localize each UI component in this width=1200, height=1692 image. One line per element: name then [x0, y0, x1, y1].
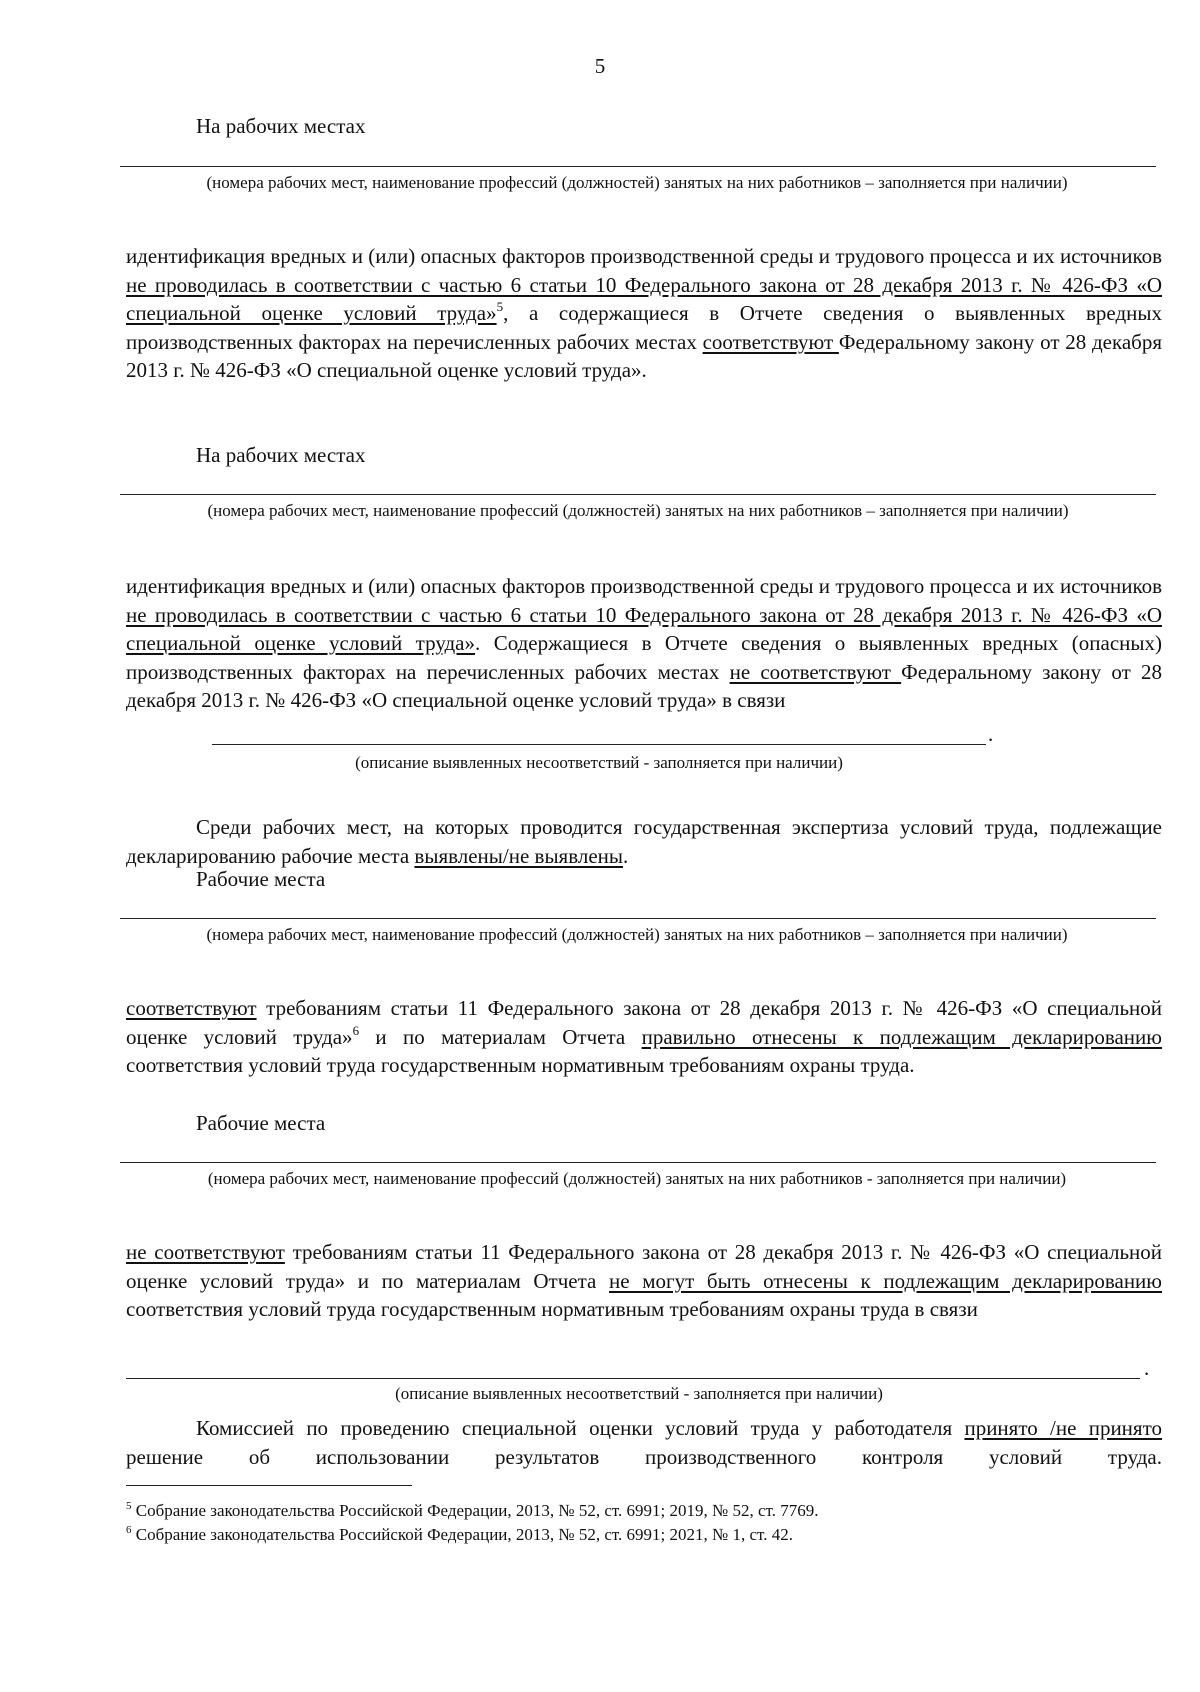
description-caption-1: (описание выявленных несоответствий - заполняется при наличии) — [355, 753, 843, 772]
footnote-separator — [126, 1485, 412, 1486]
workplaces-label-4: Рабочие места — [196, 1111, 326, 1135]
footnote-5: $^5$ Собрание законодательства Российской Федерации, 2013, № 52, ст. 6991; 2019, № 52, ст. 7769. — [126, 1500, 819, 1520]
fill-line-3 — [120, 918, 1156, 919]
fill-line-caption-3: (номера рабочих мест, наименование профессий (должностей) занятых на них работников – заполняется при наличии) — [206, 925, 1068, 944]
paragraph-identification-2: идентификация вредных и (или) опасных факторов производственной среды и трудового процесса и их источников не проводилась в соответствии с частью 6 статьи 10 Федерального закона от 28 декабря 2013 г. № 426-ФЗ «О специальной оценке условий труда». Содержащиеся в Отчете сведения о выявленных вредных (опасных) производственных факторах на перечисленных рабочих местах не соответствуют Федеральному закону от 28 декабря 2013 г. № 426-ФЗ «О специальной оценке условий труда» в связи — [126, 574, 1162, 712]
page-number: 5 — [594, 54, 606, 78]
workplaces-label-2: На рабочих местах — [196, 443, 366, 467]
fill-line-4 — [120, 1162, 1156, 1163]
description-line-end-1: . — [988, 722, 994, 746]
workplaces-label-3: Рабочие места — [196, 867, 326, 891]
description-line-end-2: . — [1144, 1356, 1150, 1380]
description-line-2 — [126, 1378, 1140, 1379]
fill-line-caption-2: (номера рабочих мест, наименование профессий (должностей) занятых на них работников – заполняется при наличии) — [207, 501, 1069, 520]
paragraph-identification-1: идентификация вредных и (или) опасных факторов производственной среды и трудового процесса и их источников не проводилась в соответствии с частью 6 статьи 10 Федерального закона от 28 декабря 2013 г. № 426-ФЗ «О специальной оценке условий труда»$^5$, а содержащиеся в Отчете сведения о выявленных вредных производственных факторах на перечисленных рабочих местах соответствуют Федеральному закону от 28 декабря 2013 г. № 426-ФЗ «О специальной оценке условий труда». — [126, 244, 1162, 382]
fill-line-1 — [120, 166, 1156, 167]
paragraph-declaration: Среди рабочих мест, на которых проводится государственная экспертиза условий труда, подлежащие декларированию рабочие места выявлены/не выявлены. — [126, 815, 1162, 868]
description-line-1 — [212, 744, 986, 745]
paragraph-commission-decision: Комиссией по проведению специальной оценки условий труда у работодателя принято /не принято решение об использовании результатов производственного контроля условий труда. — [126, 1416, 1162, 1469]
workplaces-label-1: На рабочих местах — [196, 114, 366, 138]
fill-line-caption-4: (номера рабочих мест, наименование профессий (должностей) занятых на них работников - заполняется при наличии) — [207, 1169, 1067, 1188]
fill-line-caption-1: (номера рабочих мест, наименование профессий (должностей) занятых на них работников – заполняется при наличии) — [206, 173, 1068, 192]
fill-line-2 — [120, 494, 1156, 495]
paragraph-noncompliance: не соответствуют требованиям статьи 11 Федерального закона от 28 декабря 2013 г. № 426-ФЗ «О специальной оценке условий труда» и по материалам Отчета не могут быть отнесены к подлежащим декларированию соответствия условий труда государственным нормативным требованиям охраны труда в связи — [126, 1240, 1162, 1321]
footnote-6: $^6$ Собрание законодательства Российской Федерации, 2013, № 52, ст. 6991; 2021, № 1, ст. 42. — [126, 1524, 793, 1544]
description-caption-2: (описание выявленных несоответствий - заполняется при наличии) — [395, 1384, 883, 1403]
paragraph-compliance: соответствуют требованиям статьи 11 Федерального закона от 28 декабря 2013 г. № 426-ФЗ «О специальной оценке условий труда»$^6$ и по материалам Отчета правильно отнесены к подлежащим декларированию соответствия условий труда государственным нормативным требованиям охраны труда. — [126, 996, 1162, 1077]
